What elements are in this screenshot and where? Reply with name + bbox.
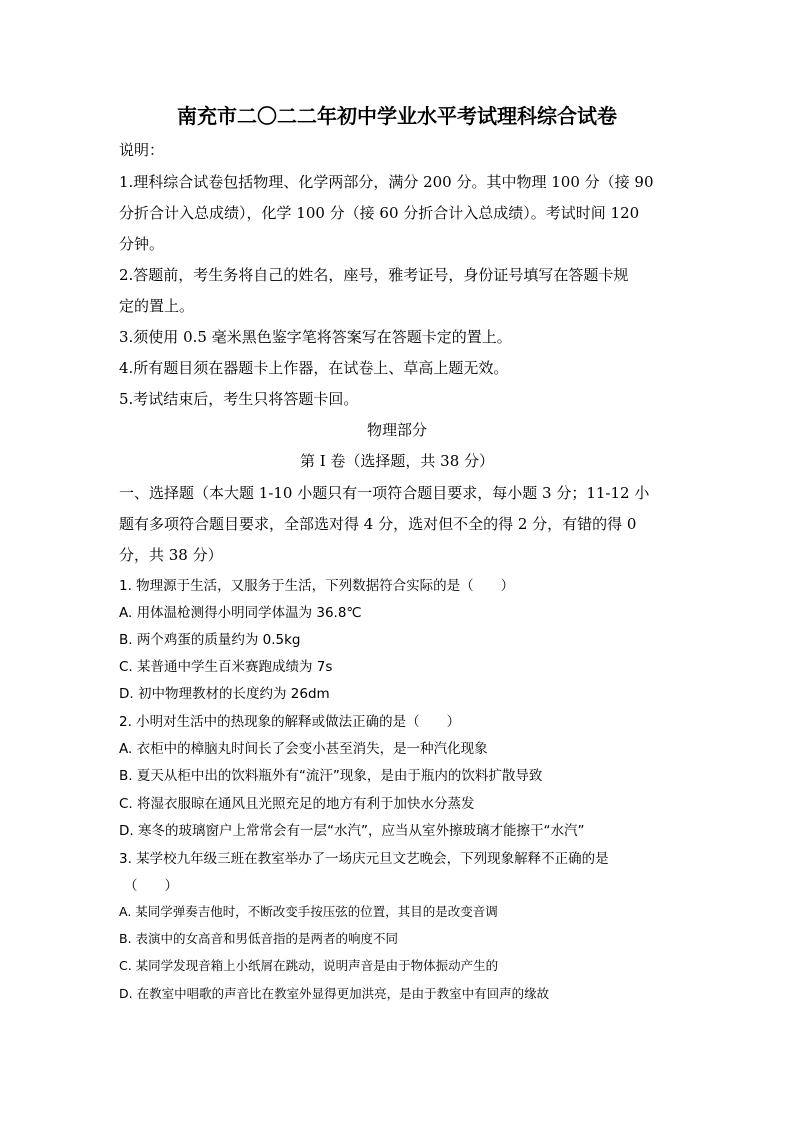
question-1-option-d: D. 初中物理教材的长度约为 26dm [119, 686, 330, 702]
part-heading-line: 题有多项符合题目要求，全部选对得 4 分，选对但不全的得 2 分，有错的得 0 [119, 515, 637, 533]
part-heading-line: 一、选择题（本大题 1-10 小题只有一项符合题目要求，每小题 3 分；11-12 小 [119, 484, 650, 502]
question-2-option-c: C. 将湿衣服晾在通风且光照充足的地方有利于加快水分蒸发 [119, 796, 475, 812]
question-2-stem: 2. 小明对生活中的热现象的解释或做法正确的是（ ） [119, 714, 461, 730]
question-3-option-d: D. 在教室中唱歌的声音比在教室外显得更加洪亮，是由于教室中有回声的缘故 [119, 986, 550, 1001]
question-1-option-b: B. 两个鸡蛋的质量约为 0.5kg [119, 632, 301, 648]
part-heading-line: 分，共 38 分） [119, 546, 223, 564]
question-2-option-b: B. 夏天从柜中出的饮料瓶外有“流汗”现象，是由于瓶内的饮料扩散导致 [119, 768, 543, 784]
question-1-stem: 1. 物理源于生活，又服务于生活，下列数据符合实际的是（ ） [119, 578, 515, 594]
question-3-option-c: C. 某同学发现音箱上小纸屑在跳动，说明声音是由于物体振动产生的 [119, 958, 499, 973]
volume-title: 第 I 卷（选择题，共 38 分） [299, 452, 495, 470]
note-line: 分钟。 [119, 235, 165, 253]
question-2-option-a: A. 衣柜中的樟脑丸时间长了会变小甚至消失，是一种汽化现象 [119, 741, 488, 757]
question-1-option-a: A. 用体温枪测得小明同学体温为 36.8℃ [119, 605, 362, 621]
note-line: 3.须使用 0.5 毫米黑色鉴字笔将答案写在答题卡定的置上。 [119, 328, 512, 346]
section-title: 物理部分 [366, 421, 427, 439]
notes-heading: 说明： [119, 141, 165, 159]
exam-title: 南充市二〇二二年初中学业水平考试理科综合试卷 [177, 104, 617, 128]
question-3-stem-cont: （ ） [124, 878, 178, 894]
note-line: 2.答题前，考生务将自己的姓名，座号，雅考证号，身份证号填写在答题卡规 [119, 266, 629, 284]
question-3-stem: 3. 某学校九年级三班在教室举办了一场庆元旦文艺晚会，下列现象解释不正确的是 [119, 851, 609, 867]
note-line: 1.理科综合试卷包括物理、化学两部分，满分 200 分。其中物理 100 分（接 90 [119, 173, 654, 191]
question-3-option-b: B. 表演中的女高音和男低音指的是两者的响度不同 [119, 931, 399, 946]
note-line: 5.考试结束后，考生只将答题卡回。 [119, 390, 359, 408]
question-3-option-a: A. 某同学弹奏吉他时，不断改变手按压弦的位置，其目的是改变音调 [119, 904, 498, 919]
question-1-option-c: C. 某普通中学生百米赛跑成绩为 7s [119, 659, 333, 675]
note-line: 定的置上。 [119, 297, 195, 315]
note-line: 分折合计入总成绩），化学 100 分（接 60 分折合计入总成绩）。考试时间 120 [119, 204, 640, 222]
note-line: 4.所有题目须在器题卡上作器，在试卷上、草高上题无效。 [119, 359, 509, 377]
question-2-option-d: D. 寒冬的玻璃窗户上常常会有一层“水汽”，应当从室外擦玻璃才能擦干“水汽” [119, 823, 585, 839]
